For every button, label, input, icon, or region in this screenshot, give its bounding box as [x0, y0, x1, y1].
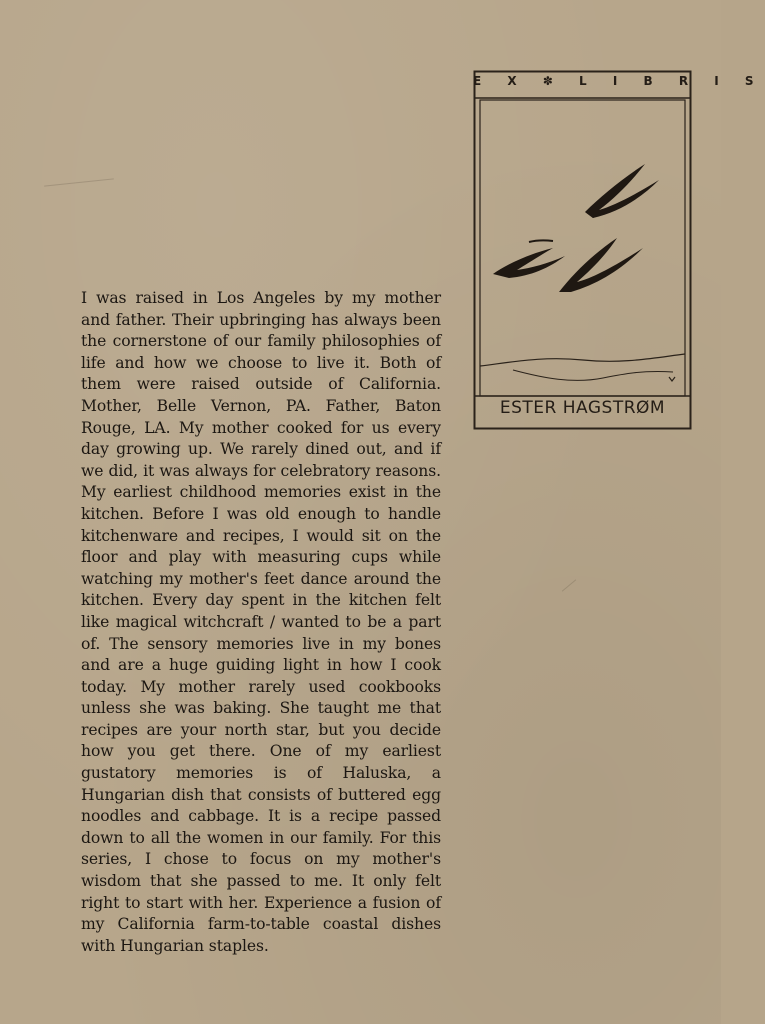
flying-swallows-icon: [473, 70, 765, 430]
ex-libris-header: E X ✽ L I B R I S: [473, 74, 765, 88]
body-paragraph: I was raised in Los Angeles by my mother and father. Their upbringing has always been the cornerstone of our family philosophies of life and how we choose to live it. Both of them were raised outside of California. Mother, Belle Vernon, PA. Father, Baton Rouge, LA. My mother cooked for us every day growing up. We rarely dined out, and if we did, it was always for celebratory reasons. My earliest childhood memories exist in the kitchen. Before I was old enough to handle kitchenware and recipes, I would sit on the floor and play with measuring cups while watching my mother's feet dance around the kitchen. Every day spent in the kitchen felt like magical witchcraft / wanted to be a part of. The sensory memories live in my bones and are a huge guiding light in how I cook today. My mother rarely used cookbooks unless she was baking. She taught me that recipes are your north star, but you decide how you get there. One of my earliest gustatory memories is of Haluska, a Hungarian dish that consists of buttered egg noodles and cabbage. It is a recipe passed down to all the women in our family. For this series, I chose to focus on my mother's wisdom that she passed to me. It only felt right to start with her. Experience a fusion of my California farm-to-table coastal dishes with Hungarian staples.: [81, 289, 441, 955]
ex-libris-bookplate: [473, 70, 765, 430]
bookplate-owner-name: ESTER HAGSTRØM: [499, 398, 666, 418]
paper-speck: [44, 178, 114, 186]
paper-speck: [562, 579, 576, 591]
